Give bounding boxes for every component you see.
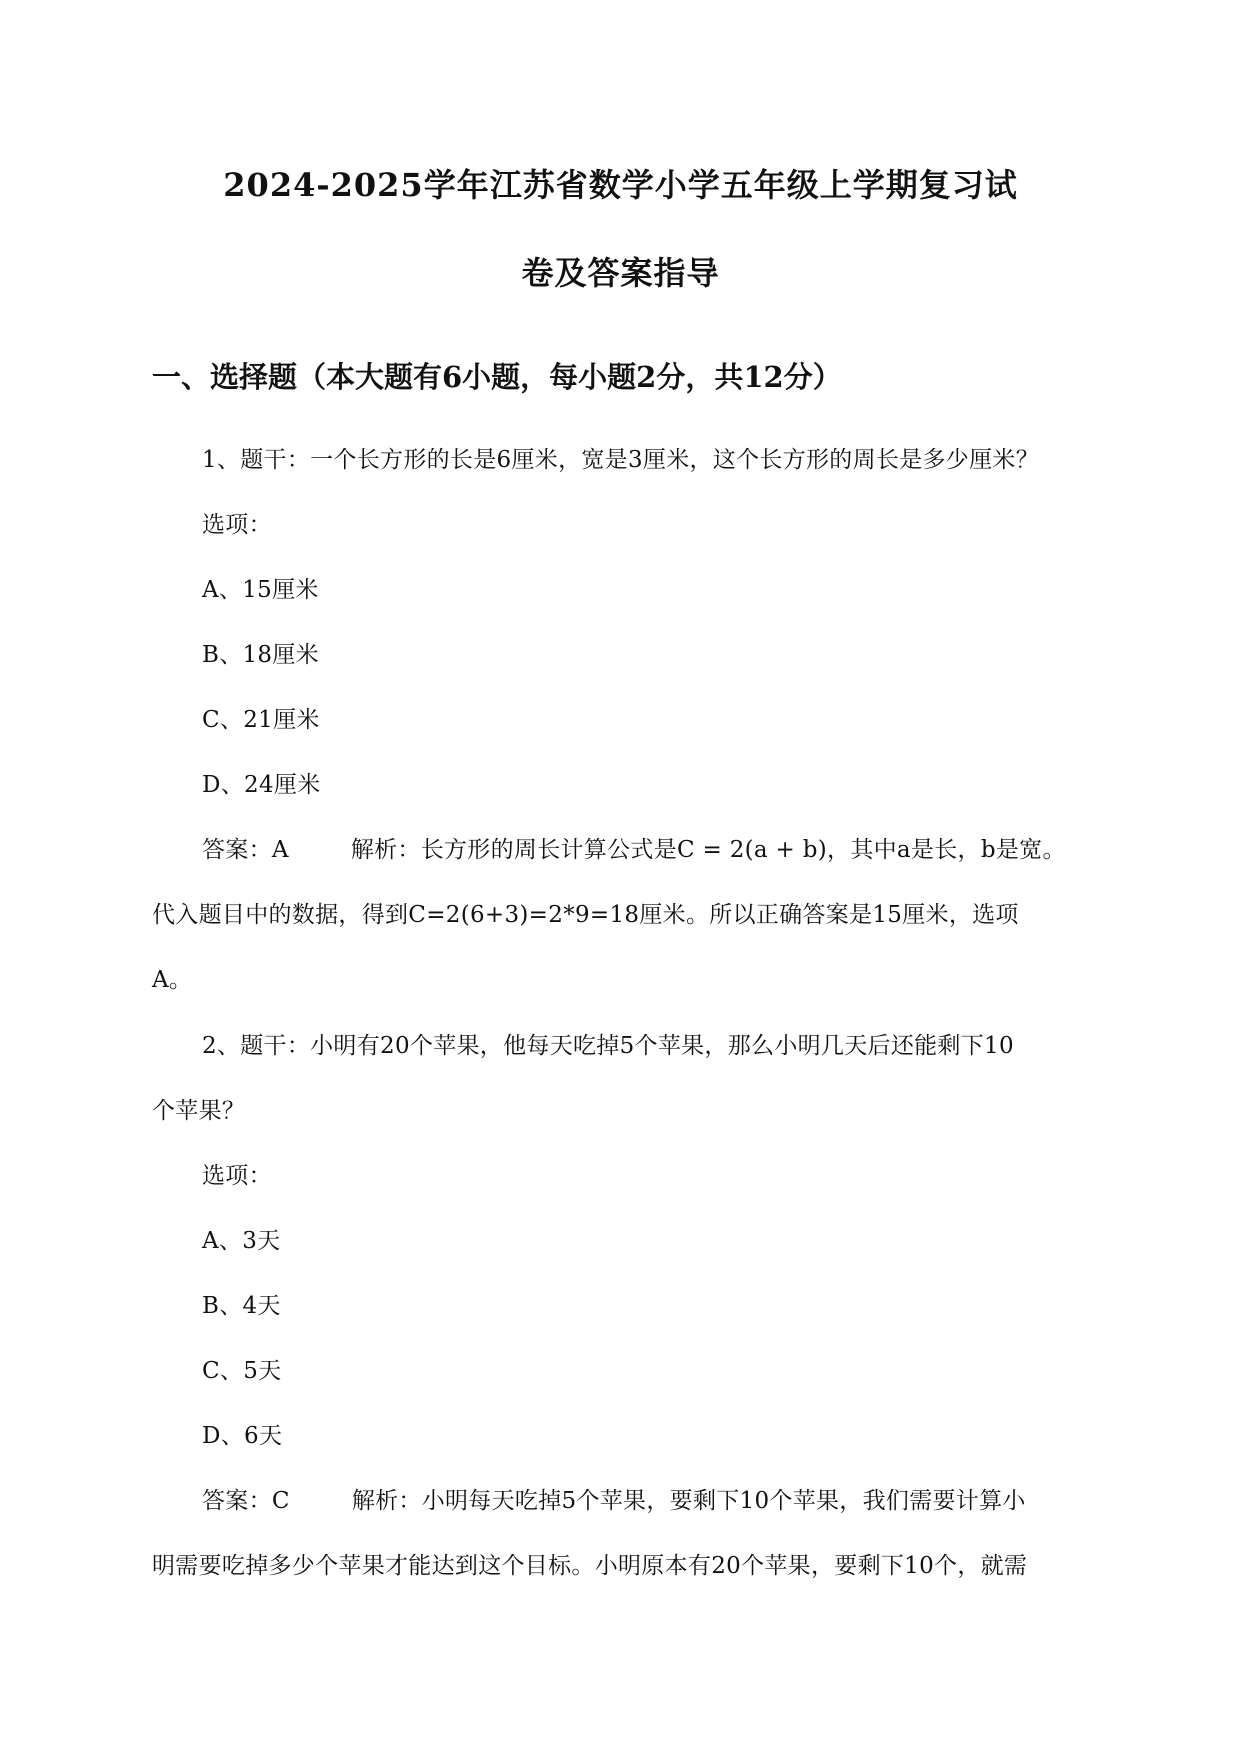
q1-answer: 答案：A (202, 837, 289, 863)
q2-options-label: 选项： (202, 1163, 272, 1189)
q2-stem-line-2: 个苹果？ (152, 1098, 246, 1124)
q2-option-d: D、6天 (202, 1423, 283, 1449)
q1-analysis-line-2: 代入题目中的数据，得到C=2(6+3)=2*9=18厘米。所以正确答案是15厘米，选项 (152, 902, 1019, 928)
q2-analysis-line-2: 明需要吃掉多少个苹果才能达到这个目标。小明原本有20个苹果，要剩下10个，就需 (152, 1553, 1028, 1579)
q2-analysis-line-1: 解析：小明每天吃掉5个苹果，要剩下10个苹果，我们需要计算小 (351, 1488, 1026, 1514)
q1-option-a: A、15厘米 (202, 577, 319, 603)
q1-option-d: D、24厘米 (202, 772, 321, 798)
section-heading: 一、选择题（本大题有6小题，每小题2分，共12分） (152, 360, 842, 394)
document-title-line-1: 2024-2025学年江苏省数学小学五年级上学期复习试 (223, 166, 1018, 204)
q2-answer-row (202, 1482, 1026, 1515)
q2-option-b: B、4天 (202, 1293, 281, 1319)
q2-stem-line-1: 2、题干：小明有20个苹果，他每天吃掉5个苹果，那么小明几天后还能剩下10 (202, 1033, 1014, 1059)
q1-analysis-line-1: 解析：长方形的周长计算公式是C = 2(a + b)，其中a是长，b是宽。 (350, 837, 1066, 863)
q1-option-c: C、21厘米 (202, 707, 320, 733)
document-title-line-2: 卷及答案指导 (521, 254, 720, 292)
q1-stem: 1、题干：一个长方形的长是6厘米，宽是3厘米，这个长方形的周长是多少厘米？ (202, 447, 1039, 473)
q1-option-b: B、18厘米 (202, 642, 319, 668)
q1-analysis-line-3: A。 (152, 967, 193, 993)
q1-answer-row (202, 831, 1066, 864)
q2-option-c: C、5天 (202, 1358, 282, 1384)
q1-options-label: 选项： (202, 512, 272, 538)
q2-answer: 答案：C (202, 1488, 290, 1514)
q2-option-a: A、3天 (202, 1228, 281, 1254)
